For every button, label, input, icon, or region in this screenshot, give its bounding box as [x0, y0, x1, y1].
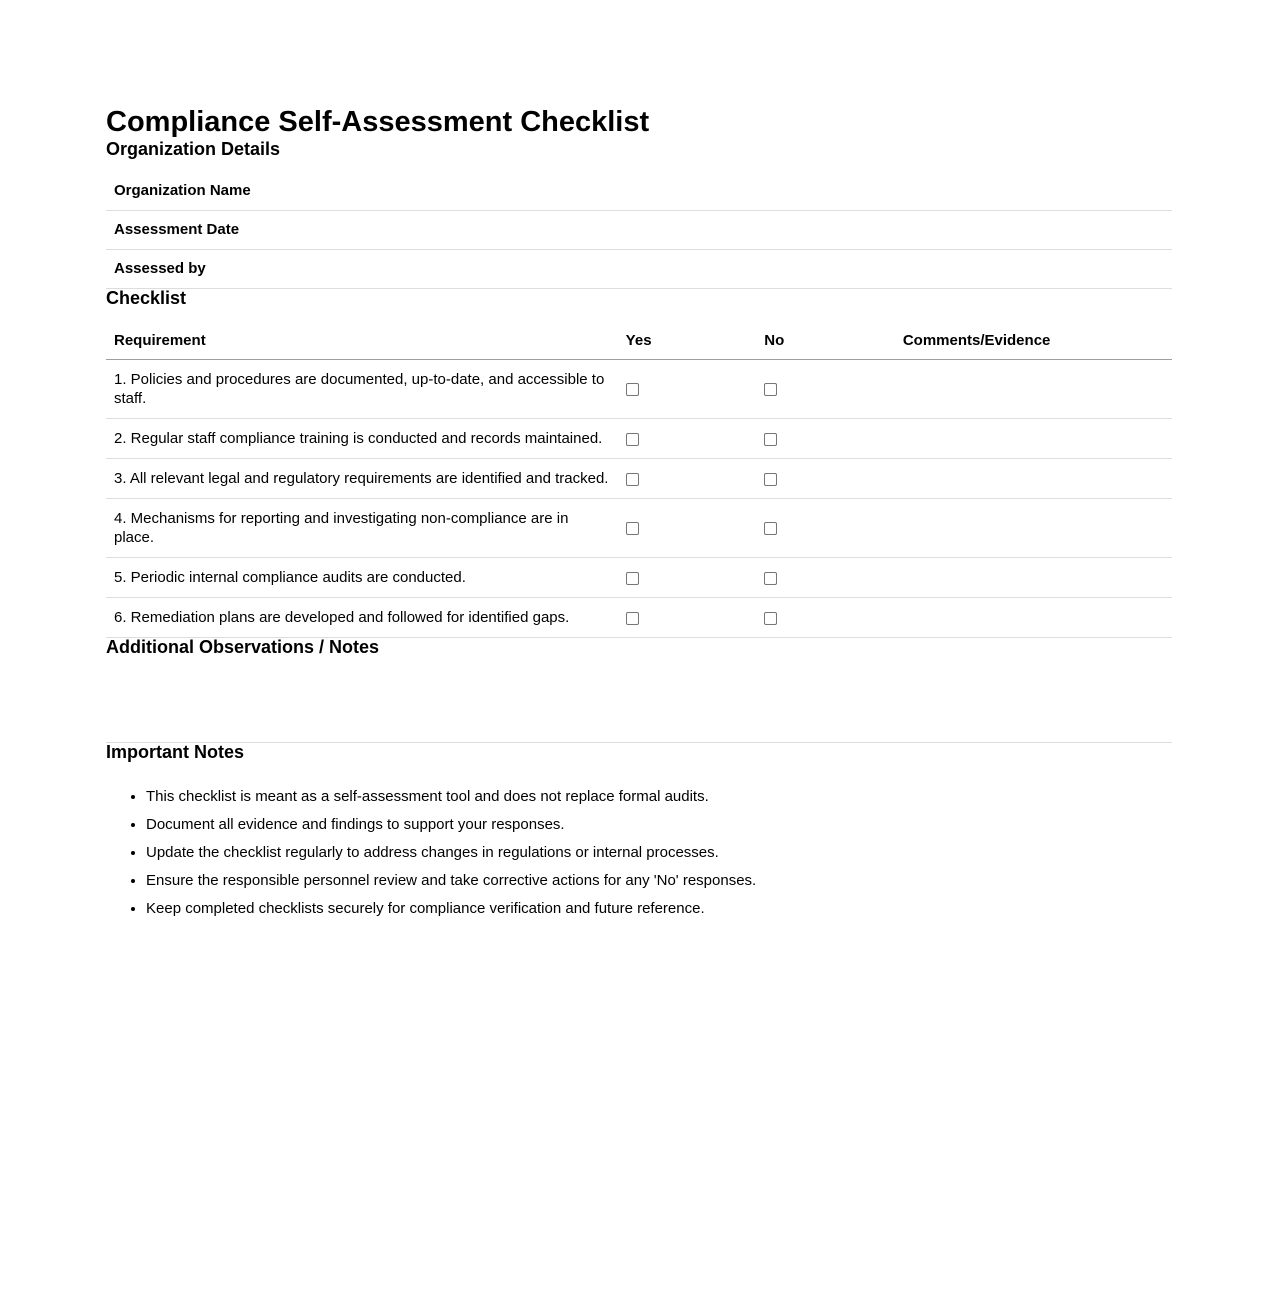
- checklist-row: [106, 558, 1172, 598]
- org-details-table: [106, 172, 1172, 289]
- checklist-row: [106, 598, 1172, 638]
- comments-cell: [895, 419, 1172, 459]
- additional-observations-heading: Additional Observations / Notes: [106, 637, 380, 658]
- no-checkbox[interactable]: [764, 572, 777, 585]
- comments-cell: [895, 459, 1172, 499]
- important-note-item: • Ensure the responsible personnel review and take corrective actions for any 'No' responses.: [146, 871, 1172, 890]
- requirement-cell: 3. All relevant legal and regulatory requirements are identified and tracked.: [106, 459, 618, 499]
- important-note-item: • This checklist is meant as a self-assessment tool and does not replace formal audits.: [146, 787, 1172, 806]
- yes-checkbox[interactable]: [626, 383, 639, 396]
- comments-cell: [895, 558, 1172, 598]
- org-field-label: Organization Name: [114, 182, 251, 200]
- no-checkbox[interactable]: [764, 383, 777, 396]
- important-note-item: • Keep completed checklists securely for compliance verification and future reference.: [146, 899, 1172, 918]
- requirement-cell: 2. Regular staff compliance training is conducted and records maintained.: [106, 419, 618, 459]
- requirement-cell: 1. Policies and procedures are documented, up-to-date, and accessible to staff.: [106, 360, 618, 419]
- checklist-row: [106, 499, 1172, 558]
- checklist-table: [106, 322, 1172, 638]
- column-header-comments: Comments/Evidence: [895, 322, 1172, 360]
- column-header-yes: Yes: [618, 322, 757, 360]
- org-field-row-organization-name: [106, 172, 1172, 211]
- column-header-requirement: Requirement: [106, 322, 618, 360]
- page-title: Compliance Self-Assessment Checklist: [106, 106, 650, 138]
- org-details-heading: Organization Details: [106, 138, 281, 159]
- org-field-label: Assessed by: [114, 260, 206, 278]
- no-checkbox[interactable]: [764, 612, 777, 625]
- comments-cell: [895, 360, 1172, 419]
- org-field-row-assessed-by: [106, 250, 1172, 289]
- comments-cell: [895, 598, 1172, 638]
- yes-checkbox[interactable]: [626, 572, 639, 585]
- yes-checkbox[interactable]: [626, 522, 639, 535]
- requirement-cell: 4. Mechanisms for reporting and investigating non-compliance are in place.: [106, 499, 618, 558]
- important-notes-list: [106, 787, 1172, 918]
- checklist-row: [106, 459, 1172, 499]
- yes-checkbox[interactable]: [626, 433, 639, 446]
- additional-observations-area: [106, 658, 1172, 743]
- requirement-cell: 6. Remediation plans are developed and followed for identified gaps.: [106, 598, 618, 638]
- yes-checkbox[interactable]: [626, 473, 639, 486]
- comments-cell: [895, 499, 1172, 558]
- no-checkbox[interactable]: [764, 433, 777, 446]
- org-field-label: Assessment Date: [114, 221, 240, 239]
- important-notes-heading: Important Notes: [106, 742, 245, 763]
- no-checkbox[interactable]: [764, 522, 777, 535]
- checklist-row: [106, 360, 1172, 419]
- checklist-row: [106, 419, 1172, 459]
- checklist-header-row: [106, 322, 1172, 360]
- requirement-cell: 5. Periodic internal compliance audits are conducted.: [106, 558, 618, 598]
- column-header-no: No: [756, 322, 895, 360]
- org-field-row-assessment-date: [106, 211, 1172, 250]
- important-note-item: • Document all evidence and findings to support your responses.: [146, 815, 1172, 834]
- no-checkbox[interactable]: [764, 473, 777, 486]
- important-note-item: • Update the checklist regularly to address changes in regulations or internal processes.: [146, 843, 1172, 862]
- yes-checkbox[interactable]: [626, 612, 639, 625]
- checklist-heading: Checklist: [106, 287, 187, 308]
